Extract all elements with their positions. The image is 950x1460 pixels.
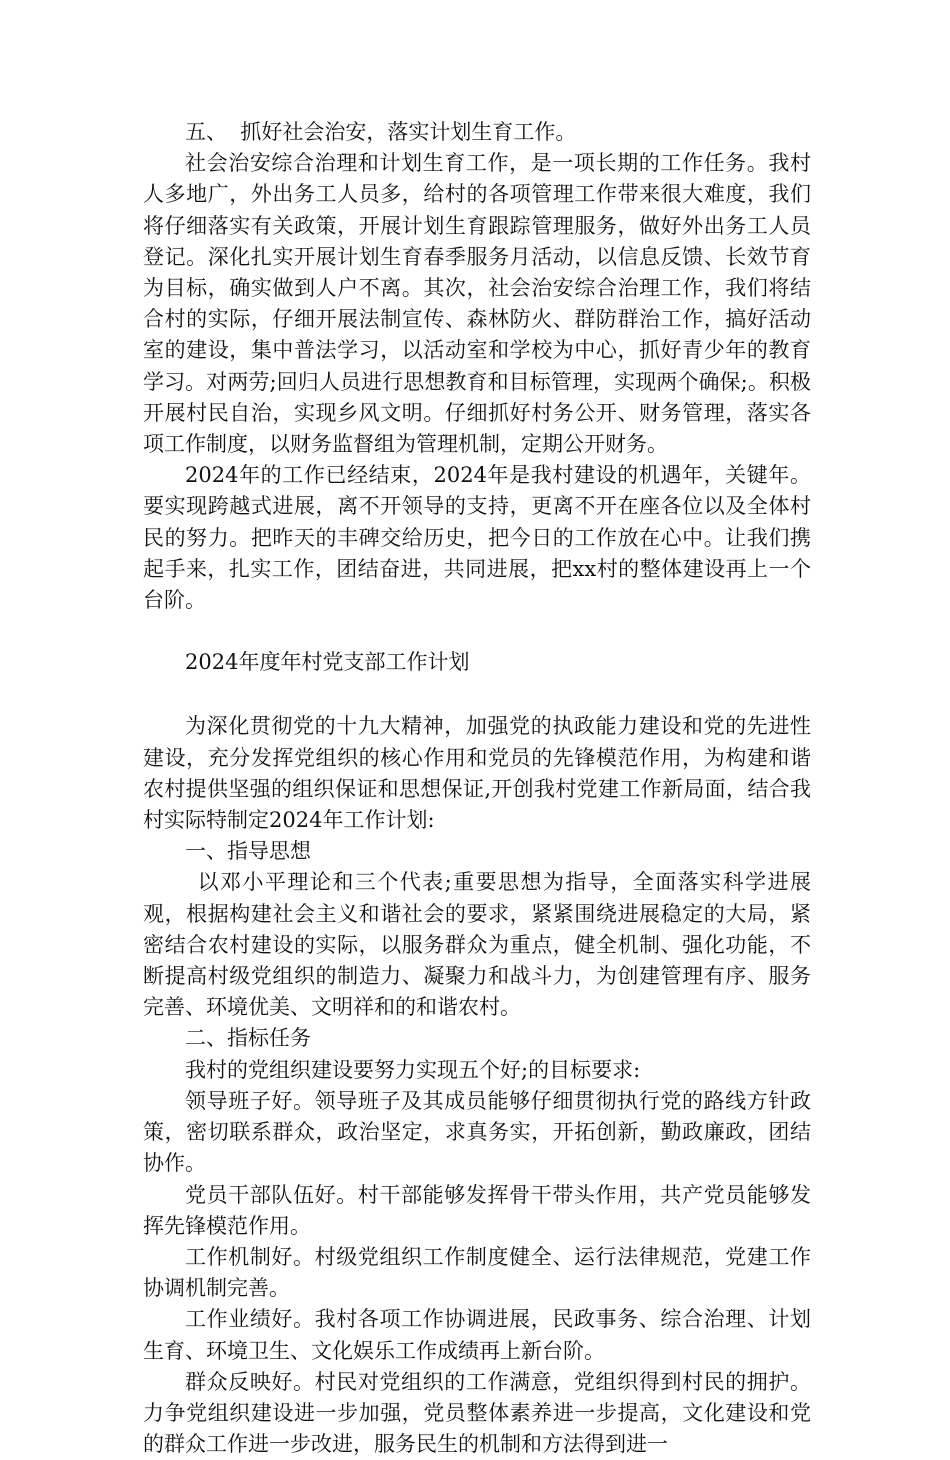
spacer [143, 616, 811, 647]
target-item: 工作业绩好。我村各项工作协调进展，民政事务、综合治理、计划生育、环境卫生、文化娱乐工作成绩再上新台阶。 [143, 1307, 811, 1363]
body-paragraph: 以邓小平理论和三个代表;重要思想为指导，全面落实科学进展观，根据构建社会主义和谐社会的要求，紧紧围绕进展稳定的大局，紧密结合农村建设的实际，以服务群众为重点，健全机制、强化功能，不断提高村级党组织的制造力、凝聚力和战斗力，为创建管理有序、服务完善、环境优美、文明祥和的和谐农村。 [143, 870, 811, 1020]
document-title: 2024年度年村党支部工作计划 [185, 650, 470, 675]
section-heading: 五、 抓好社会治安，落实计划生育工作。 [185, 120, 577, 144]
target-item: 领导班子好。领导班子及其成员能够仔细贯彻执行党的路线方针政策，密切联系群众，政治坚定，求真务实，开拓创新，勤政廉政，团结协作。 [143, 1088, 811, 1176]
section-heading: 一、指导思想 [185, 839, 311, 864]
body-paragraph: 2024年的工作已经结束，2024年是我村建设的机遇年，关键年。要实现跨越式进展，离不开领导的支持，更离不开在座各位以及全体村民的努力。把昨天的丰碑交给历史，把今日的工作放在心中。让我们携起手来，扎实工作，团结奋进，共同进展，把xx村的整体建设再上一个台阶。 [143, 463, 811, 613]
target-item: 群众反映好。村民对党组织的工作满意，党组织得到村民的拥护。力争党组织建设进一步加强，党员整体素养进一步提高，文化建设和党的群众工作进一步改进，服务民生的机制和方法得到进一 [143, 1369, 811, 1457]
body-paragraph: 我村的党组织建设要努力实现五个好;的目标要求: [185, 1057, 641, 1082]
spacer [143, 678, 811, 711]
intro-paragraph: 为深化贯彻党的十九大精神，加强党的执政能力建设和党的先进性建设，充分发挥党组织的核心作用和党员的先锋模范作用，为构建和谐农村提供坚强的组织保证和思想保证,开创我村党建工作新局面，结合我村实际特制定2024年工作计划: [143, 714, 811, 833]
body-paragraph: 社会治安综合治理和计划生育工作，是一项长期的工作任务。我村人多地广，外出务工人员多，给村的各项管理工作带来很大难度，我们将仔细落实有关政策，开展计划生育跟踪管理服务，做好外出务工人员登记。深化扎实开展计划生育春季服务月活动，以信息反馈、长效节育为目标，确实做到人户不离。其次，社会治安综合治理工作，我们将结合村的实际，仔细开展法制宣传、森林防火、群防群治工作，搞好活动室的建设，集中普法学习，以活动室和学校为中心，抓好青少年的教育学习。对两劳;回归人员进行思想教育和目标管理，实现两个确保;。积极开展村民自治，实现乡风文明。仔细抓好村务公开、财务管理，落实各项工作制度，以财务监督组为管理机制，定期公开财务。 [143, 151, 811, 457]
document-page [143, 117, 811, 1460]
section-heading: 二、指标任务 [185, 1026, 311, 1051]
target-item: 党员干部队伍好。村干部能够发挥骨干带头作用，共产党员能够发挥先锋模范作用。 [143, 1182, 811, 1238]
target-item: 工作机制好。村级党组织工作制度健全、运行法律规范，党建工作协调机制完善。 [143, 1244, 811, 1301]
